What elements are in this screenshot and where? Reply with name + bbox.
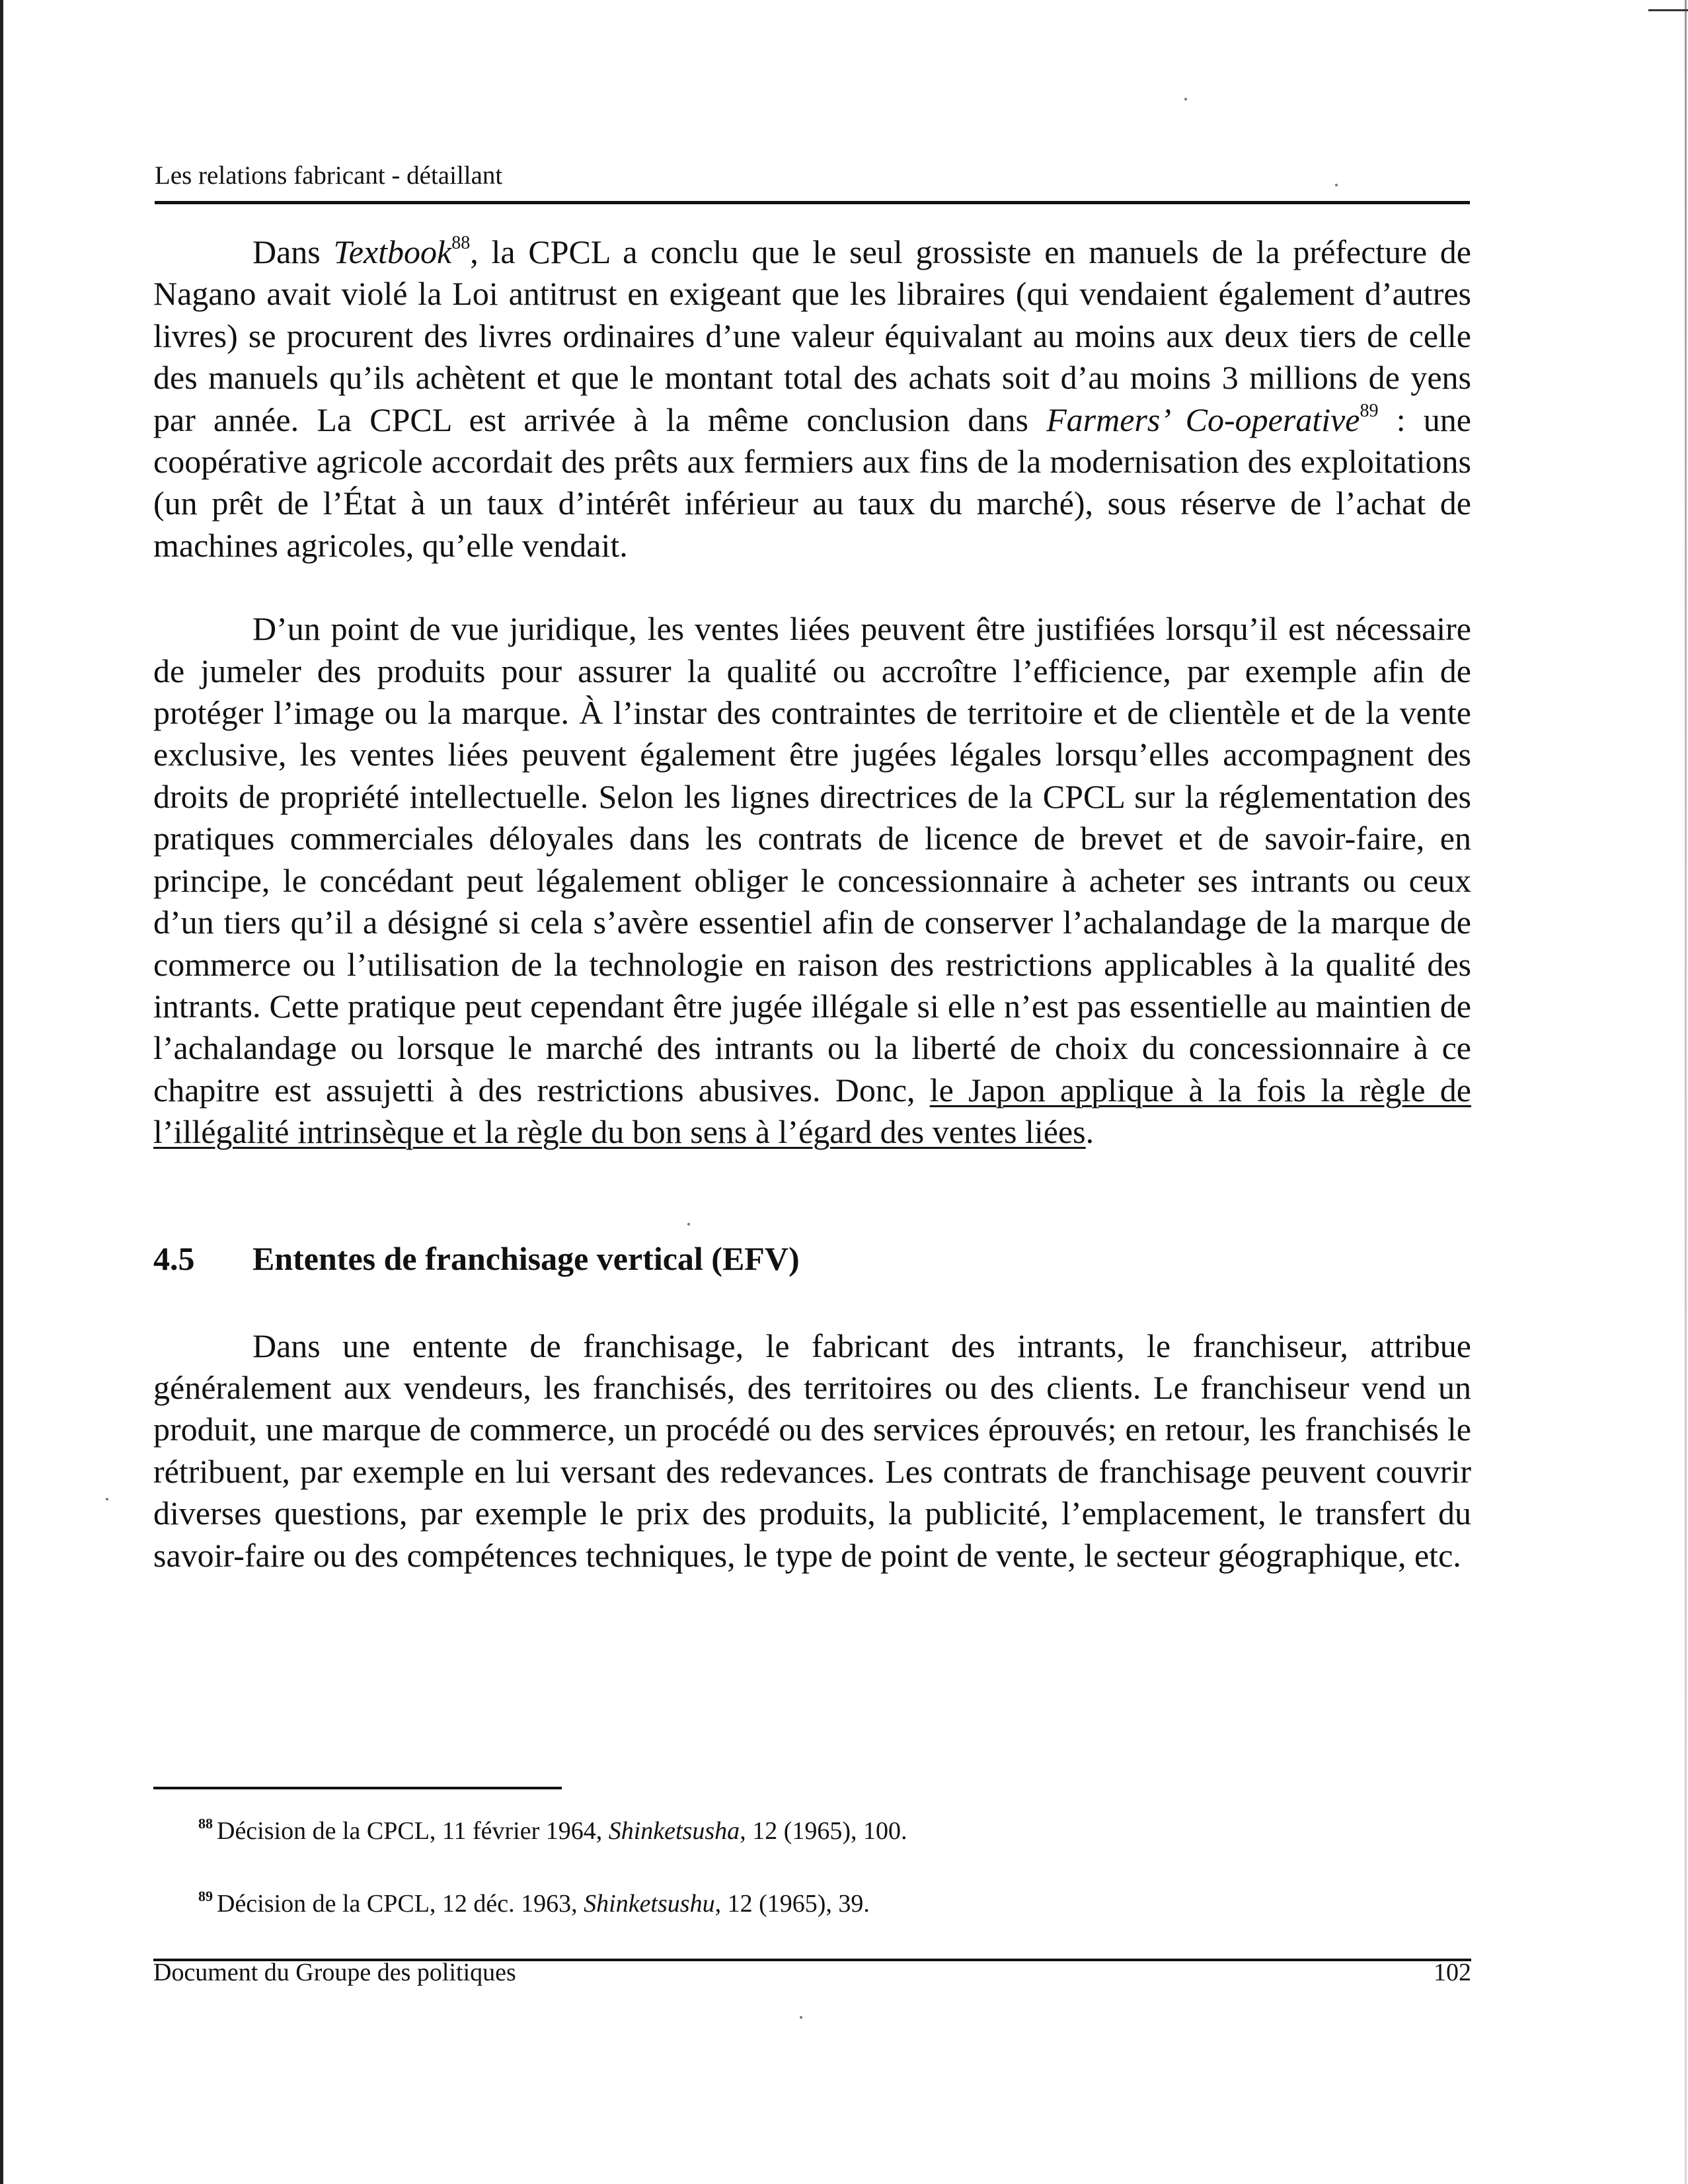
footnote-mark: 89 xyxy=(198,1888,213,1904)
footnote-88 xyxy=(198,1814,1454,1848)
scan-edge-corner xyxy=(1648,9,1688,11)
text-run: . xyxy=(1085,1113,1094,1151)
footnote-ref-88[interactable]: 88 xyxy=(451,233,471,253)
page-footer xyxy=(153,1958,1471,1987)
text-run: , 12 (1965), 39. xyxy=(714,1890,870,1918)
scan-speck xyxy=(800,2016,802,2019)
text-run: , la CPCL a conclu que le seul grossiste en manuels de la préfecture de Nagano avait violé la Loi antitrust en exigeant que les libraires (qui vendaient également d’autres livres) se procurent des livres ordinaires d’une valeur équivalant au moins aux deux tiers de celle des manuels qu’ils achètent et que le montant total des achats soit d’au moins 3 millions de yens par année. La CPCL est arrivée à la même conclusion dans xyxy=(153,233,1471,438)
scan-edge-left xyxy=(0,0,3,2184)
text-run: D’un point de vue juridique, les ventes liées peuvent être justifiées lorsqu’il est nécessaire de jumeler des produits pour assurer la qualité ou accroître l’efficience, par exemple afin de protéger l’image ou la marque. À l’instar des contraintes de territoire et de clientèle et de la vente exclusive, les ventes liées peuvent également être jugées légales lorsqu’elles accompagnent des droits de propriété intellectuelle. Selon les lignes directrices de la CPCL sur la réglementation des pratiques commerciales déloyales dans les contrats de licence de brevet et de savoir-faire, en principe, le concédant peut légalement obliger le concessionnaire à acheter ses intrants ou ceux d’un tiers qu’il a désigné si cela s’avère essentiel afin de conserver l’achalandage de la marque de commerce ou l’utilisation de la technologie en raison des restrictions applicables à la qualité des intrants. Cette pratique peut cependant être jugée illégale si elle n’est pas essentielle au maintien de l’achalandage ou lorsque le marché des intrants ou la liberté de choix du concessionnaire à ce chapitre est assujetti à des restrictions abusives. Donc, xyxy=(153,610,1471,1109)
footnote-separator xyxy=(153,1787,562,1789)
footnote-89 xyxy=(198,1887,1454,1920)
footnote-mark: 88 xyxy=(198,1815,213,1832)
underlined-conclusion: le Japon applique à la fois la règle de l’illégalité intrinsèque et la règle du bon sens à l’égard des ventes liées xyxy=(153,1071,1471,1151)
section-title: Ententes de franchisage vertical (EFV) xyxy=(252,1239,800,1277)
section-number: 4.5 xyxy=(153,1239,195,1277)
running-header xyxy=(155,159,1470,193)
text-run: Décision de la CPCL, 11 février 1964, xyxy=(217,1817,609,1845)
header-rule xyxy=(155,201,1470,204)
text-run: Décision de la CPCL, 12 déc. 1963, xyxy=(217,1890,584,1918)
footer-publication: Document du Groupe des politiques xyxy=(153,1959,516,1986)
footnotes xyxy=(198,1814,1454,1920)
text-run: : une coopérative agricole accordait des prêts aux fermiers aux fins de la modernisation des exploitations (un prêt de l’État à un taux d’intérêt inférieur au taux du marché), sous réserve de l’achat de machines agricoles, qu’elle vendait. xyxy=(153,401,1471,564)
scan-edge-right xyxy=(1685,0,1687,2184)
text-run: Dans xyxy=(252,233,334,270)
section-heading xyxy=(153,1238,1471,1279)
case-name-farmers-cooperative: Farmers’ Co-operative xyxy=(1046,401,1360,438)
scan-speck xyxy=(1184,98,1187,100)
paragraph-franchising: Dans une entente de franchisage, le fabricant des intrants, le franchiseur, attribue généralement aux vendeurs, les franchisés, des territoires ou des clients. Le franchiseur vend un produit, une marque de commerce, un procédé ou des services éprouvés; en retour, les franchisés le rétribuent, par exemple en lui versant des redevances. Les contrats de franchisage peuvent couvrir diverses questions, par exemple le prix des produits, la publicité, l’emplacement, le transfert du savoir-faire ou des compétences techniques, le type de point de vente, le secteur géographique, etc. xyxy=(153,1327,1471,1574)
paragraph-textbook xyxy=(153,231,1471,566)
case-name-textbook: Textbook xyxy=(333,233,452,270)
footnote-source: Shinketsusha xyxy=(608,1817,740,1845)
page-number: 102 xyxy=(1434,1959,1471,1986)
paragraph-legal-view xyxy=(153,608,1471,1153)
text-run: , 12 (1965), 100. xyxy=(740,1817,907,1845)
scan-speck xyxy=(106,1498,108,1501)
running-title: Les relations fabricant - détaillant xyxy=(155,161,503,190)
footnote-source: Shinketsushu xyxy=(584,1890,715,1918)
footnote-ref-89[interactable]: 89 xyxy=(1360,400,1379,421)
main-content xyxy=(153,231,1471,1577)
